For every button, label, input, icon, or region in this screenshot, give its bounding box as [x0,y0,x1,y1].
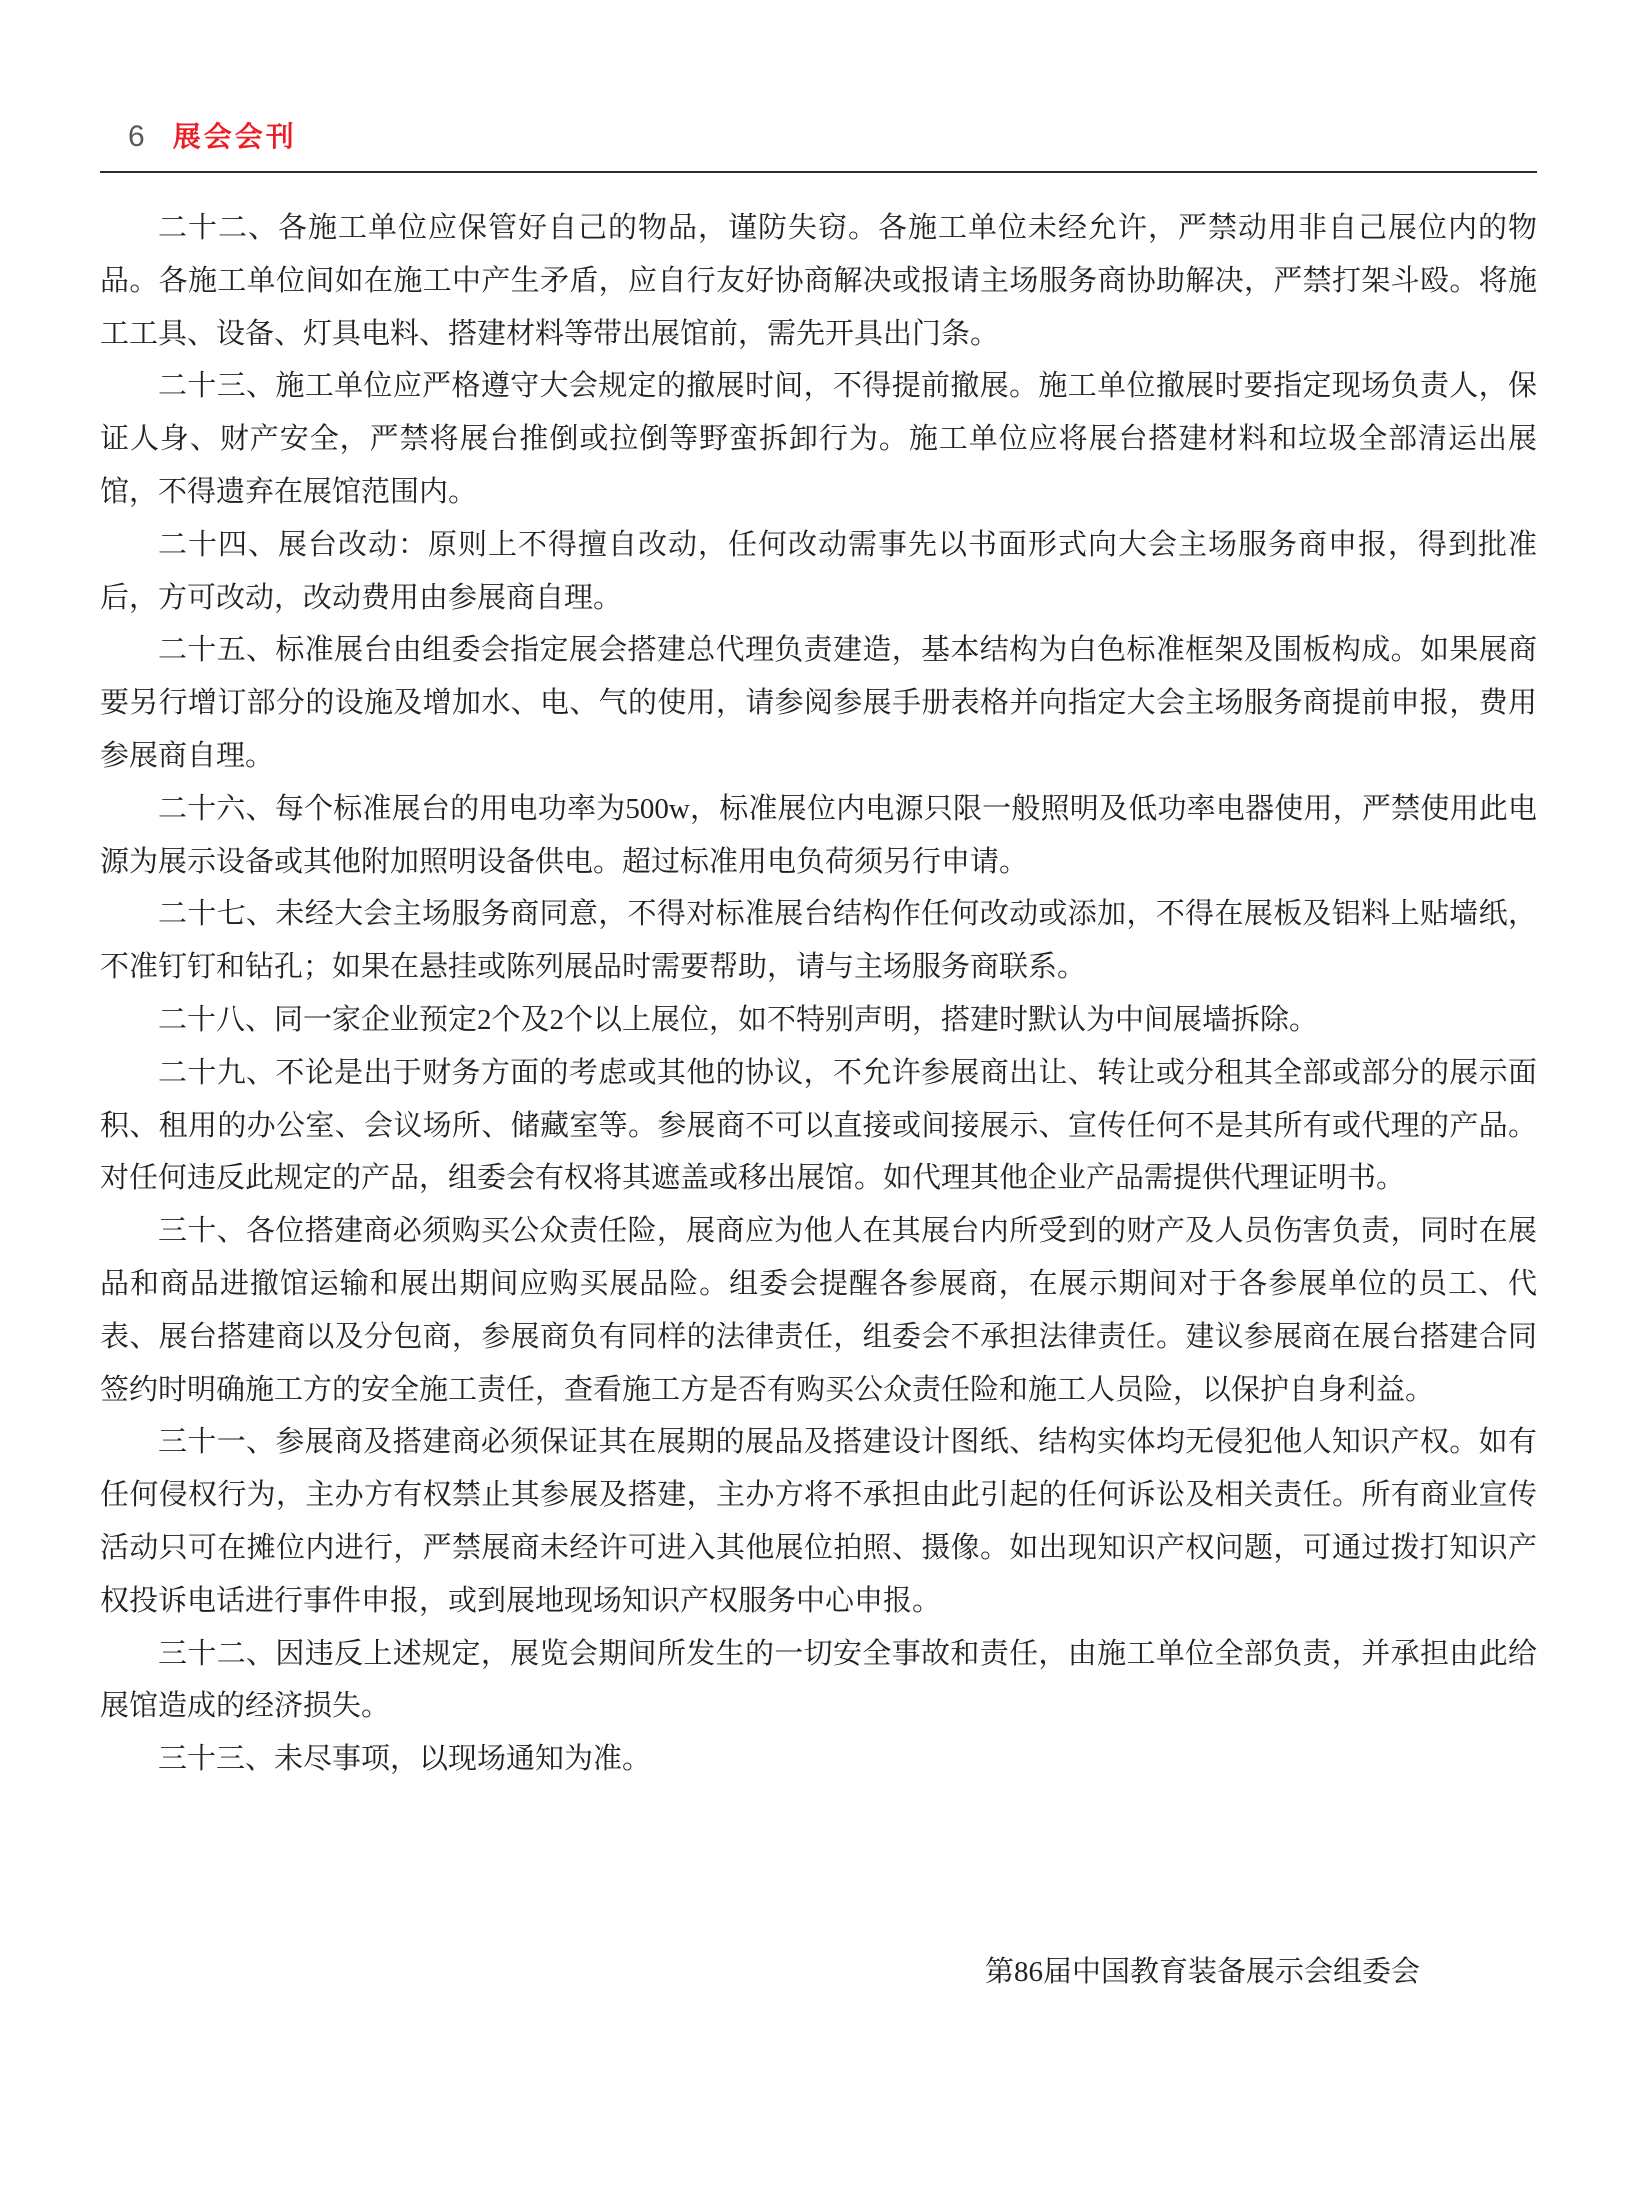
page-number: 6 [128,120,145,153]
regulation-paragraph-27: 二十七、未经大会主场服务商同意，不得对标准展台结构作任何改动或添加，不得在展板及铝料上贴墙纸，不准钉钉和钻孔；如果在悬挂或陈列展品时需要帮助，请与主场服务商联系。 [100,898,1537,984]
regulation-paragraph-28: 二十八、同一家企业预定2个及2个以上展位，如不特别声明，搭建时默认为中间展墙拆除。 [158,1003,1319,1036]
header-divider-rule [100,171,1537,173]
page-header [128,120,297,154]
organizer-signature: 第86届中国教育装备展示会组委会 [984,1956,1420,1988]
regulation-paragraph-25: 二十五、标准展台由组委会指定展会搭建总代理负责建造，基本结构为白色标准框架及围板构成。如果展商要另行增订部分的设施及增加水、电、气的使用，请参阅参展手册表格并向指定大会主场服务商提前申报，费用参展商自理。 [100,634,1537,772]
regulations-text-block [100,202,1537,1786]
regulation-paragraph-31: 三十一、参展商及搭建商必须保证其在展期的展品及搭建设计图纸、结构实体均无侵犯他人知识产权。如有任何侵权行为，主办方有权禁止其参展及搭建，主办方将不承担由此引起的任何诉讼及相关责任。所有商业宣传活动只可在摊位内进行，严禁展商未经许可进入其他展位拍照、摄像。如出现知识产权问题，可通过拨打知识产权投诉电话进行事件申报，或到展地现场知识产权服务中心申报。 [100,1426,1537,1617]
regulation-paragraph-30: 三十、各位搭建商必须购买公众责任险，展商应为他人在其展台内所受到的财产及人员伤害负责，同时在展品和商品进撤馆运输和展出期间应购买展品险。组委会提醒各参展商，在展示期间对于各参展单位的员工、代表、展台搭建商以及分包商，参展商负有同样的法律责任，组委会不承担法律责任。建议参展商在展台搭建合同签约时明确施工方的安全施工责任，查看施工方是否有购买公众责任险和施工人员险，以保护自身利益。 [100,1215,1537,1406]
regulation-paragraph-32: 三十二、因违反上述规定，展览会期间所发生的一切安全事故和责任，由施工单位全部负责，并承担由此给展馆造成的经济损失。 [100,1637,1537,1723]
regulation-paragraph-33: 三十三、未尽事项，以现场通知为准。 [158,1743,652,1776]
regulation-paragraph-24: 二十四、展台改动：原则上不得擅自改动，任何改动需事先以书面形式向大会主场服务商申报，得到批准后，方可改动，改动费用由参展商自理。 [100,528,1537,614]
regulation-paragraph-26: 二十六、每个标准展台的用电功率为500w，标准展位内电源只限一般照明及低功率电器使用，严禁使用此电源为展示设备或其他附加照明设备供电。超过标准用电负荷须另行申请。 [100,792,1537,878]
regulation-paragraph-23: 二十三、施工单位应严格遵守大会规定的撤展时间，不得提前撤展。施工单位撤展时要指定现场负责人，保证人身、财产安全，严禁将展台推倒或拉倒等野蛮拆卸行为。施工单位应将展台搭建材料和垃圾全部清运出展馆，不得遗弃在展馆范围内。 [100,370,1537,508]
regulation-paragraph-29: 二十九、不论是出于财务方面的考虑或其他的协议，不允许参展商出让、转让或分租其全部或部分的展示面积、租用的办公室、会议场所、储藏室等。参展商不可以直接或间接展示、宣传任何不是其所有或代理的产品。对任何违反此规定的产品，组委会有权将其遮盖或移出展馆。如代理其他企业产品需提供代理证明书。 [100,1056,1537,1195]
regulation-paragraph-22: 二十二、各施工单位应保管好自己的物品，谨防失窃。各施工单位未经允许，严禁动用非自己展位内的物品。各施工单位间如在施工中产生矛盾，应自行友好协商解决或报请主场服务商协助解决，严禁打架斗殴。将施工工具、设备、灯具电料、搭建材料等带出展馆前，需先开具出门条。 [100,212,1537,350]
page-header-title: 展会会刊 [172,121,297,152]
